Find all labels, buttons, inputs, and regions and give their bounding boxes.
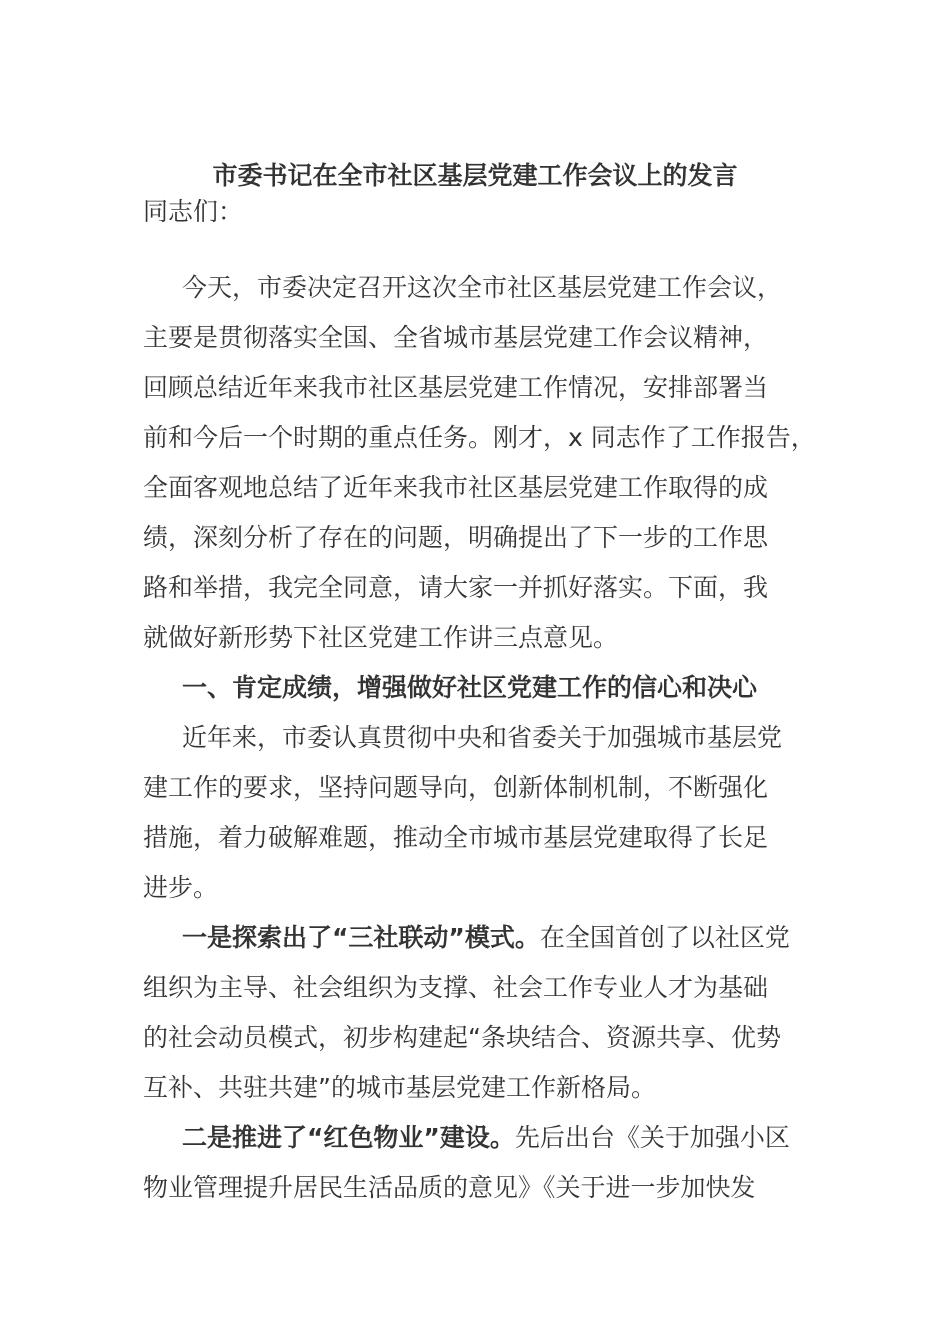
point-lead: 一是探索出了“三社联动”模式。 xyxy=(182,923,540,952)
paragraph-line: 组织为主导、社会组织为支撑、社会工作专业人才为基础 xyxy=(143,973,769,1002)
paragraph-first-line xyxy=(143,1113,813,1163)
paragraph-line: 绩，深刻分析了存在的问题，明确提出了下一步的工作思 xyxy=(143,523,769,552)
paragraph-line: 措施，着力破解难题，推动全市城市基层党建取得了长足 xyxy=(143,823,769,852)
paragraph-line: 全面客观地总结了近年来我市社区基层党建工作取得的成 xyxy=(143,473,769,502)
salutation-text: 同志们： xyxy=(143,197,244,226)
point-text: 先后出台《关于加强小区 xyxy=(514,1123,790,1152)
section-heading-1 xyxy=(143,663,813,713)
paragraph-line: 主要是贯彻落实全国、全省城市基层党建工作会议精神， xyxy=(143,323,769,352)
paragraph-point-one xyxy=(143,913,813,1113)
paragraph-line: 近年来，市委认真贯彻中央和省委关于加强城市基层党 xyxy=(182,723,783,752)
paragraph-line: 回顾总结近年来我市社区基层党建工作情况，安排部署当 xyxy=(143,373,769,402)
paragraph-intro xyxy=(143,263,816,663)
document-title: 市委书记在全市社区基层党建工作会议上的发言 xyxy=(212,161,738,190)
point-text: 在全国首创了以社区党 xyxy=(539,923,790,952)
paragraph-achievements xyxy=(143,713,813,913)
paragraph-line: 互补、共驻共建”的城市基层党建工作新格局。 xyxy=(143,1073,656,1102)
paragraph-point-two xyxy=(143,1113,813,1213)
paragraph-line: 物业管理提升居民生活品质的意见》《关于进一步加快发 xyxy=(143,1173,756,1202)
salutation xyxy=(143,187,813,237)
paragraph-line: 路和举措，我完全同意，请大家一并抓好落实。下面，我 xyxy=(143,573,769,602)
paragraph-line: 今天，市委决定召开这次全市社区基层党建工作会议， xyxy=(182,273,783,302)
paragraph-line: 就做好新形势下社区党建工作讲三点意见。 xyxy=(143,623,619,652)
section-heading-text: 一、肯定成绩，增强做好社区党建工作的信心和决心 xyxy=(182,673,758,702)
paragraph-line: 进步。 xyxy=(143,873,219,902)
paragraph-line: 前和今后一个时期的重点任务。刚才，x 同志作了工作报告， xyxy=(143,423,816,452)
paragraph-first-line xyxy=(143,913,813,963)
point-lead: 二是推进了“红色物业”建设。 xyxy=(182,1123,515,1152)
paragraph-line: 建工作的要求，坚持问题导向，创新体制机制，不断强化 xyxy=(143,773,769,802)
paragraph-line: 的社会动员模式，初步构建起“条块结合、资源共享、优势 xyxy=(143,1023,781,1052)
